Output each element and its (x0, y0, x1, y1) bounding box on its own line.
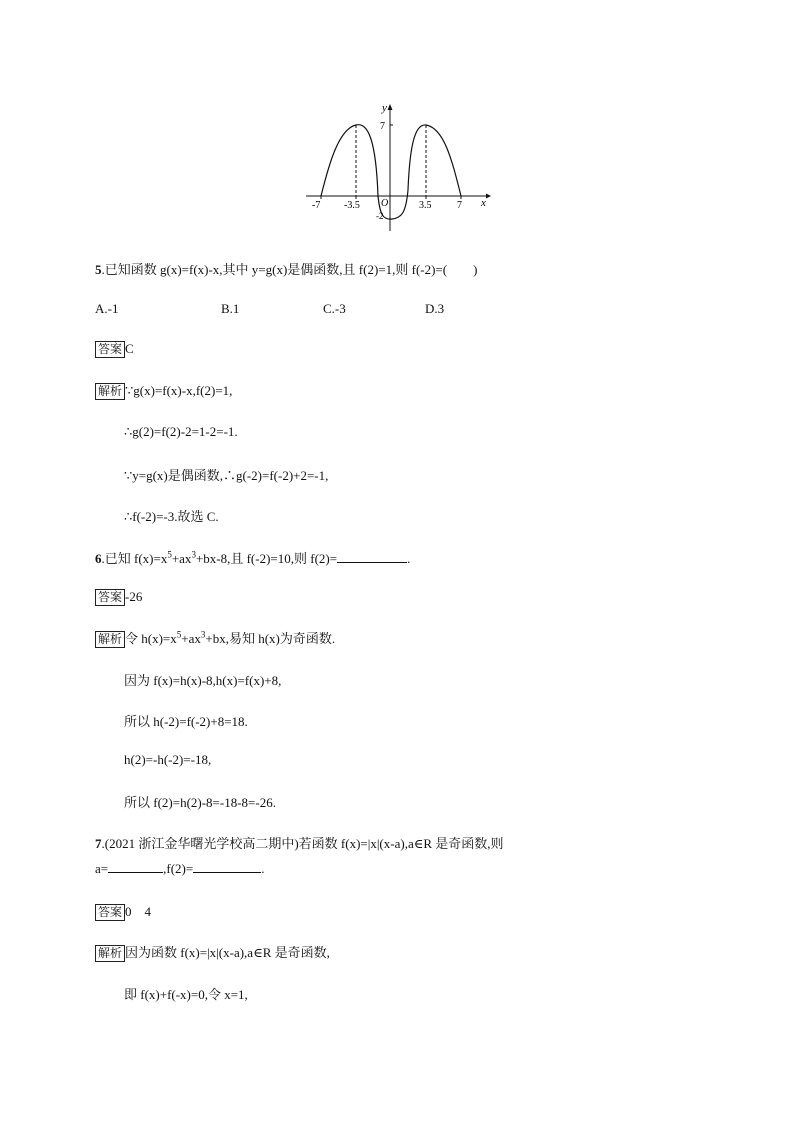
q7-blank-f2[interactable] (193, 860, 261, 873)
q7-analysis-line-1 (95, 942, 330, 962)
q6-stem-part: +ax (171, 551, 192, 566)
q5-answer-value: C (125, 341, 134, 356)
y-axis-arrow (388, 104, 393, 110)
answer-tag: 答案 (95, 341, 125, 358)
y-tick-top: 7 (380, 121, 385, 132)
q5-number: 5 (95, 262, 102, 277)
q6-analysis-part: +bx,易知 h(x)为奇函数. (205, 631, 336, 646)
answer-tag: 答案 (95, 589, 125, 606)
q6-analysis-part: 令 h(x)=x (125, 631, 177, 646)
q5-option-a: A.-1 (95, 301, 119, 316)
q6-exponent: 3 (191, 549, 196, 560)
origin-label: O (381, 198, 389, 209)
q7-stem-part: ,f(2)= (163, 861, 194, 876)
q5-analysis-text-1: ∵g(x)=f(x)-x,f(2)=1, (125, 383, 233, 398)
x-axis-arrow (486, 194, 491, 199)
q5-option-c: C.-3 (323, 301, 346, 316)
q7-stem-end: . (261, 861, 265, 876)
q7-stem-line-2 (95, 860, 264, 877)
analysis-tag: 解析 (95, 383, 125, 400)
q5-option-d: D.3 (425, 301, 445, 316)
q5-analysis-line-1 (95, 383, 232, 400)
y-axis-label: y (382, 102, 387, 114)
x-tick-7: 7 (457, 200, 462, 211)
q7-stem-text: .(2021 浙江金华曙光学校高二期中)若函数 f(x)=|x|(x-a),a∈R 是奇函数,则 (101, 836, 504, 851)
q6-answer-value: -26 (125, 589, 143, 604)
x-tick-3-5: 3.5 (419, 200, 432, 211)
q6-analysis-line-4: h(2)=-h(-2)=-18, (124, 752, 212, 767)
function-graph (300, 98, 500, 236)
q5-option-b: B.1 (221, 301, 240, 316)
q5-analysis-line-3: ∵y=g(x)是偶函数,∴g(-2)=f(-2)+2=-1, (124, 468, 329, 483)
q7-stem-part: a= (95, 861, 109, 876)
q7-analysis-text-1: 因为函数 f(x)=|x|(x-a),a∈R 是奇函数, (125, 945, 330, 960)
q7-blank-a[interactable] (108, 860, 163, 873)
q7-analysis-line-2: 即 f(x)+f(-x)=0,令 x=1, (124, 987, 248, 1002)
q6-exponent: 5 (167, 549, 172, 560)
q5-analysis-line-2: ∴g(2)=f(2)-2=1-2=-1. (124, 424, 238, 439)
q6-stem-end: . (407, 551, 411, 566)
answer-tag: 答案 (95, 904, 125, 921)
q5-answer (95, 341, 134, 358)
q6-answer (95, 589, 142, 606)
x-tick-neg7: -7 (312, 200, 321, 211)
x-tick-neg3-5: -3.5 (344, 200, 360, 211)
q5-analysis-line-4: ∴f(-2)=-3.故选 C. (124, 509, 219, 524)
y-tick-bottom: -2 (376, 211, 384, 221)
q6-stem-part: .已知 f(x)=x (101, 551, 168, 566)
q5-stem (95, 259, 477, 278)
q6-analysis-line-5: 所以 f(2)=h(2)-8=-18-8=-26. (124, 795, 276, 810)
q6-analysis-exponent: 5 (176, 629, 182, 640)
curve (321, 125, 461, 219)
q7-number: 7 (95, 836, 102, 851)
q6-analysis-exponent: 3 (200, 629, 206, 640)
analysis-tag: 解析 (95, 631, 125, 648)
q7-answer-value: 0 4 (125, 904, 152, 919)
q6-stem (95, 548, 410, 567)
x-axis-label: x (481, 197, 486, 209)
q7-stem-line-1 (95, 833, 504, 852)
q7-answer (95, 901, 151, 921)
analysis-tag: 解析 (95, 945, 125, 962)
q6-number: 6 (95, 551, 102, 566)
q5-stem-text: .已知函数 g(x)=f(x)-x,其中 y=g(x)是偶函数,且 f(2)=1,则 f(-2)=( ) (101, 262, 478, 277)
q6-stem-part: +bx-8,且 f(-2)=10,则 f(2)= (195, 551, 338, 566)
q6-analysis-line-3: 所以 h(-2)=f(-2)+8=18. (124, 714, 248, 729)
q6-analysis-line-1 (95, 628, 335, 648)
q6-answer-blank[interactable] (337, 550, 407, 563)
q6-analysis-line-2: 因为 f(x)=h(x)-8,h(x)=f(x)+8, (124, 673, 282, 688)
q6-analysis-part: +ax (181, 631, 201, 646)
